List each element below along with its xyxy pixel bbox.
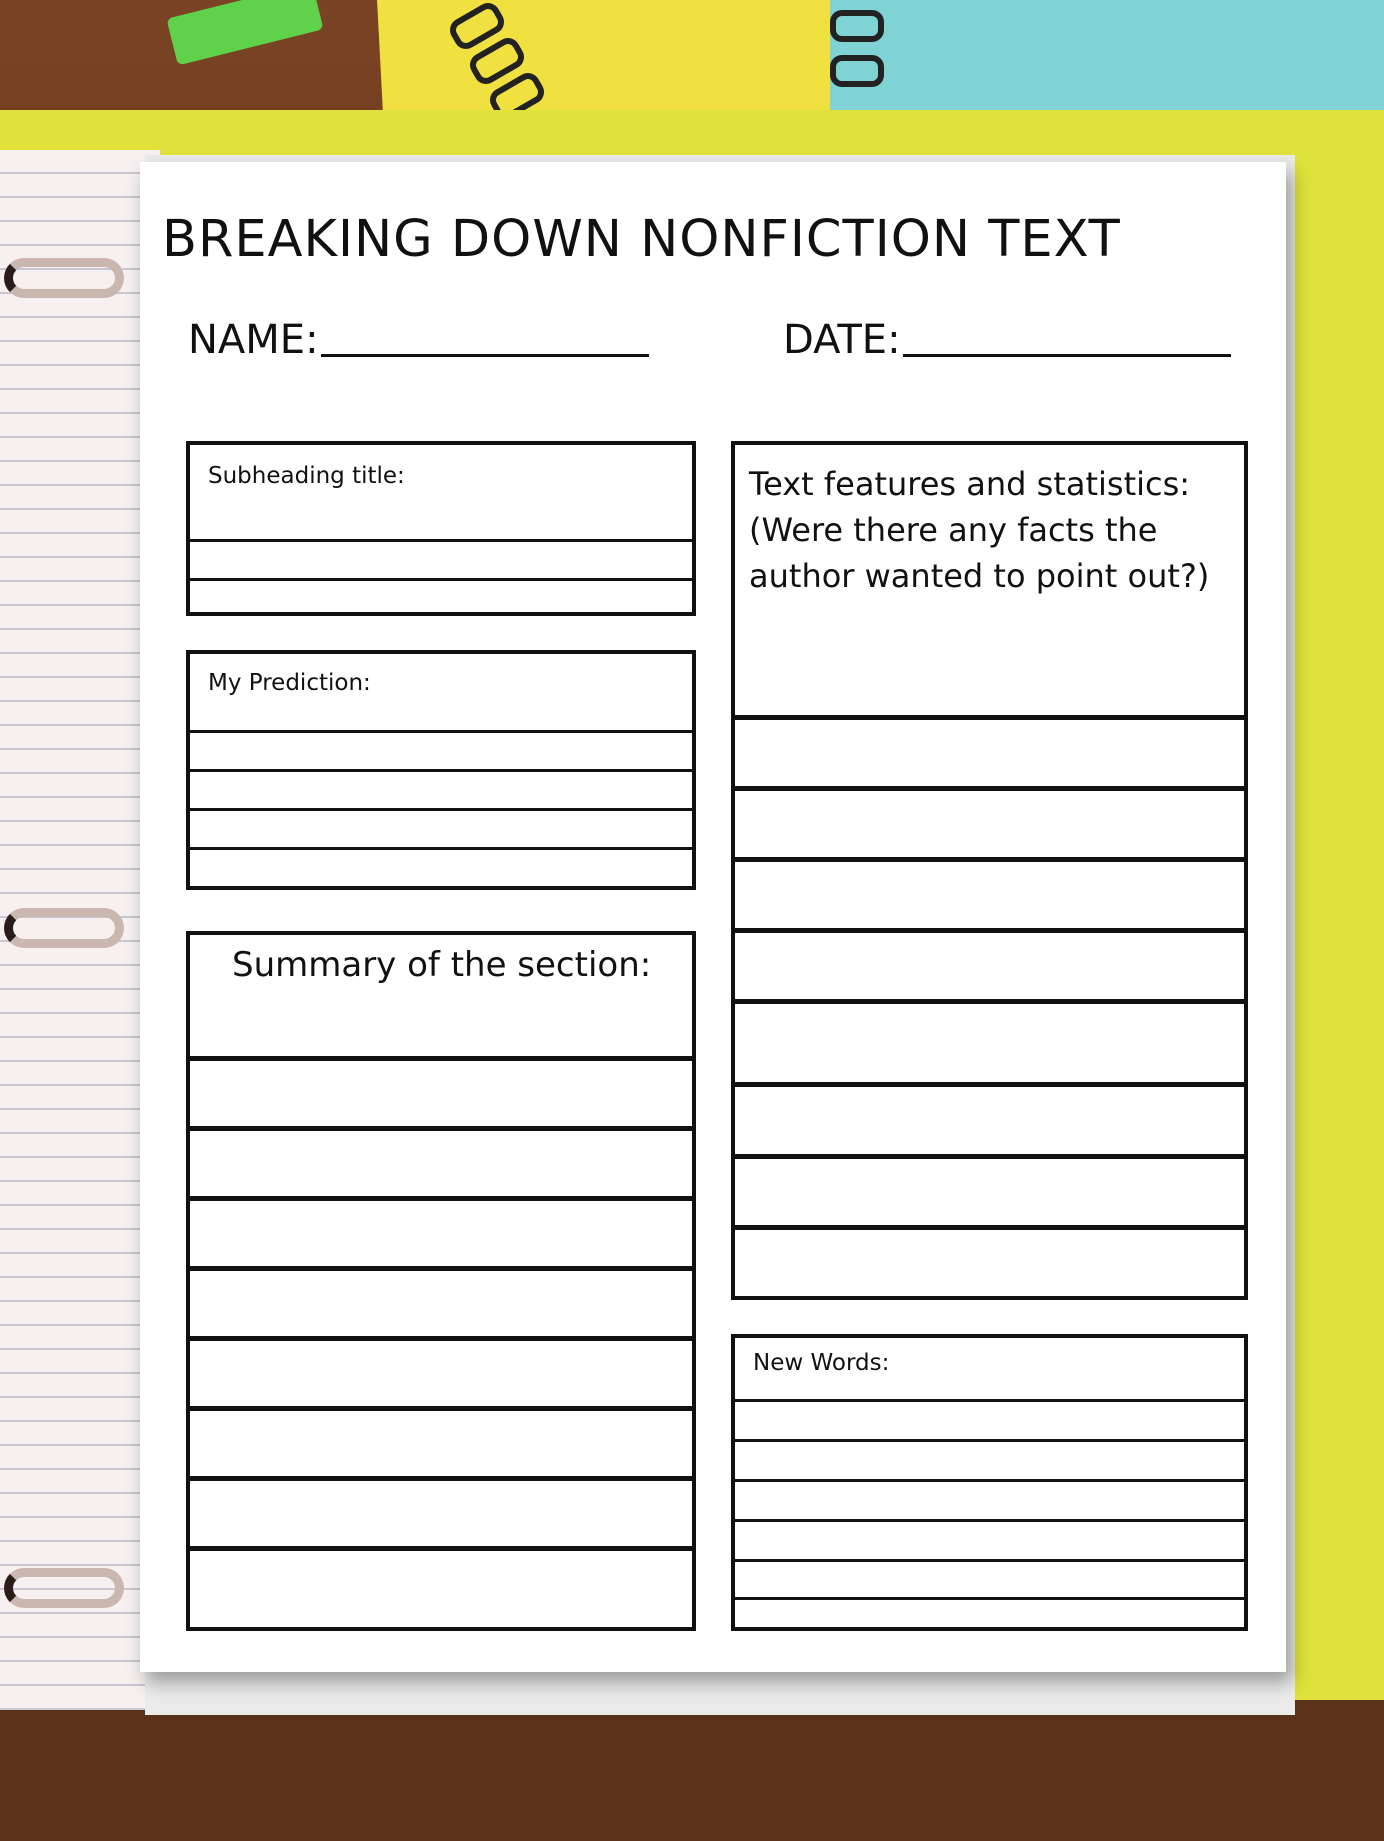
writing-line [190, 1056, 692, 1061]
writing-line [735, 999, 1244, 1004]
text-features-box[interactable] [731, 441, 1248, 1300]
subheading-label: Subheading title: [208, 463, 405, 489]
writing-line [735, 857, 1244, 862]
writing-line [735, 1225, 1244, 1230]
worksheet-page [140, 162, 1286, 1672]
writing-line [735, 1559, 1244, 1562]
writing-line [735, 1082, 1244, 1087]
date-label: DATE: [783, 317, 901, 363]
writing-line [190, 578, 692, 581]
binder-ring [4, 258, 124, 298]
text-features-line-1: Text features and statistics: [749, 465, 1191, 503]
writing-line [190, 1266, 692, 1271]
writing-line [190, 539, 692, 542]
new-words-label: New Words: [753, 1350, 890, 1376]
new-words-box[interactable] [731, 1334, 1248, 1631]
writing-line [190, 1406, 692, 1411]
date-line[interactable] [903, 354, 1231, 357]
name-line[interactable] [321, 354, 649, 357]
text-features-label [749, 461, 1209, 599]
summary-label: Summary of the section: [232, 945, 652, 985]
writing-line [190, 1476, 692, 1481]
binder-ring [4, 1568, 124, 1608]
text-features-line-3: author wanted to point out?) [749, 557, 1210, 595]
writing-line [735, 1597, 1244, 1600]
name-label: NAME: [188, 317, 319, 363]
date-field[interactable] [783, 317, 1231, 363]
spiral-coil [830, 55, 884, 87]
writing-line [735, 1399, 1244, 1402]
summary-box[interactable] [186, 931, 696, 1631]
name-field[interactable] [188, 317, 649, 363]
writing-line [190, 1196, 692, 1201]
writing-line [735, 1439, 1244, 1442]
spiral-coil [830, 10, 884, 42]
writing-line [735, 1154, 1244, 1159]
writing-line [190, 1336, 692, 1341]
writing-line [190, 847, 692, 850]
writing-line [190, 1126, 692, 1131]
binder-ring [4, 908, 124, 948]
writing-line [735, 1519, 1244, 1522]
prediction-box[interactable] [186, 650, 696, 890]
writing-line [190, 730, 692, 733]
writing-line [190, 1546, 692, 1551]
writing-line [190, 769, 692, 772]
prediction-label: My Prediction: [208, 670, 371, 696]
worksheet-title: BREAKING DOWN NONFICTION TEXT [162, 210, 1121, 269]
writing-line [735, 928, 1244, 933]
writing-line [735, 715, 1244, 720]
text-features-line-2: (Were there any facts the [749, 511, 1158, 549]
writing-line [735, 1479, 1244, 1482]
desk-edge [0, 1700, 1384, 1841]
writing-line [735, 786, 1244, 791]
writing-line [190, 808, 692, 811]
subheading-box[interactable] [186, 441, 696, 616]
